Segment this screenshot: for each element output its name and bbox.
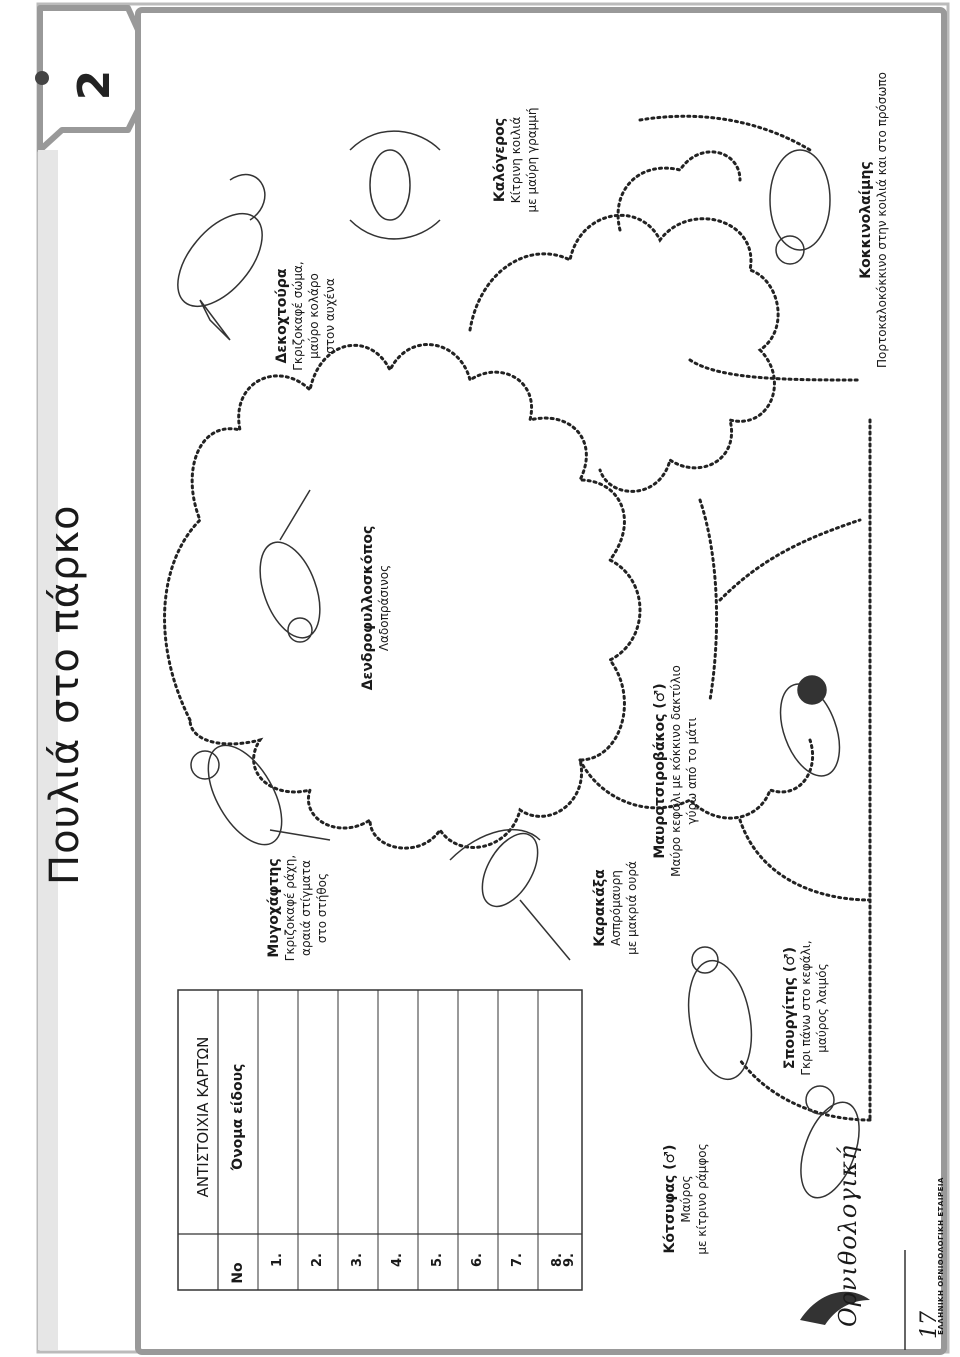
table-row-number: 2. (310, 1253, 325, 1267)
bird-name: Δεκοχτούρα (274, 268, 290, 364)
bird-name: Καλόγερος (492, 117, 508, 203)
bird-name: Σπουργίτης (♂) (782, 946, 798, 1070)
bird-name: Δενδροφυλλοσκόπος (360, 525, 376, 691)
table-row-number: 8. (550, 1253, 565, 1267)
bird-name: Κότσυφας (♂) (662, 1144, 678, 1254)
table-row-number: 1. (270, 1253, 285, 1267)
bird-desc: Γκρι πάνω στο κεφάλι, (799, 940, 813, 1076)
page-number: 17 (917, 1311, 942, 1339)
bird-caption-sardinian-warbler (652, 641, 708, 901)
bird-name: Καρακάξα (592, 869, 608, 947)
bird-desc: γύρω από το μάτι (685, 717, 699, 825)
badge-dot-icon (35, 71, 49, 85)
blackbird-drawing (680, 947, 760, 1084)
great-tit-drawing (350, 131, 440, 239)
bird-caption-collared-dove (274, 236, 346, 396)
bird-caption-robin (858, 50, 898, 390)
table-col-number: Νο (230, 1262, 246, 1284)
bird-desc: Λαδοπράσινος (377, 564, 391, 652)
robin-drawing (770, 150, 830, 264)
bird-name: Μαυροτσιροβάκος (♂) (652, 683, 668, 859)
bird-name: Κοκκινολαίμης (858, 161, 874, 279)
table-row-number: 4. (390, 1253, 405, 1267)
table-row-number: 7. (510, 1253, 525, 1267)
bird-name: Μυγοχάφτης (266, 858, 282, 958)
bird-desc: μαύρος λαιμός (815, 963, 829, 1053)
table-title: ΑΝΤΙΣΤΟΙΧΙΑ ΚΑΡΤΩΝ (194, 1036, 212, 1198)
bird-caption-blackbird (662, 1134, 718, 1264)
table-col-name: Όνομα είδους (230, 1063, 246, 1171)
bird-desc: Μαύρο κεφάλι με κόκκινο δακτύλιο (669, 665, 683, 877)
table-row-number: 3. (350, 1253, 365, 1267)
logo-subtitle: ΕΛΛΗΝΙΚΗ ΟΡΝΙΘΟΛΟΓΙΚΗ ΕΤΑΙΡΕΙΑ (937, 1177, 945, 1335)
bird-desc: Γκριζοκαφέ σώμα, (291, 261, 305, 371)
bird-desc: Ασπρόμαυρη (609, 870, 623, 946)
bird-desc: με μακριά ουρά (625, 861, 639, 955)
bird-desc: με κίτρινο ράμφος (695, 1143, 709, 1255)
bird-desc: αραιά στίγματα (299, 860, 313, 956)
table-row-number: 6. (470, 1253, 485, 1267)
bird-desc: Μαύρος (679, 1175, 693, 1223)
bird-caption-spotted-flycatcher (266, 828, 338, 988)
bird-desc: με μαύρη γραμμή (525, 107, 539, 213)
bird-desc: Γκριζοκαφέ ράχη, (283, 854, 297, 962)
logo-name: Ορνιθολογική (834, 1144, 862, 1327)
bird-caption-sparrow (782, 928, 838, 1088)
bird-desc: στο στήθος (315, 872, 329, 944)
bird-caption-great-tit (492, 90, 548, 230)
table-row-number: 9. (562, 1253, 577, 1267)
section-badge: 2 (69, 69, 120, 101)
page-title: Πουλιά στο πάρκο (42, 504, 88, 885)
table-row-number: 5. (430, 1253, 445, 1267)
bird-caption-wood-warbler (360, 508, 400, 708)
wood-warbler-drawing (248, 490, 331, 646)
magpie-drawing (450, 824, 570, 960)
bird-desc: Πορτοκαλοκόκκινο στην κοιλιά και στο πρόσωπο (875, 72, 889, 369)
collared-dove-drawing (162, 175, 279, 340)
bird-desc: Κίτρινη κοιλιά (509, 116, 523, 204)
bird-desc: μαύρο κολάρο (307, 273, 321, 359)
bird-desc: στον αυχένα (323, 278, 337, 354)
bird-caption-magpie (592, 838, 648, 978)
